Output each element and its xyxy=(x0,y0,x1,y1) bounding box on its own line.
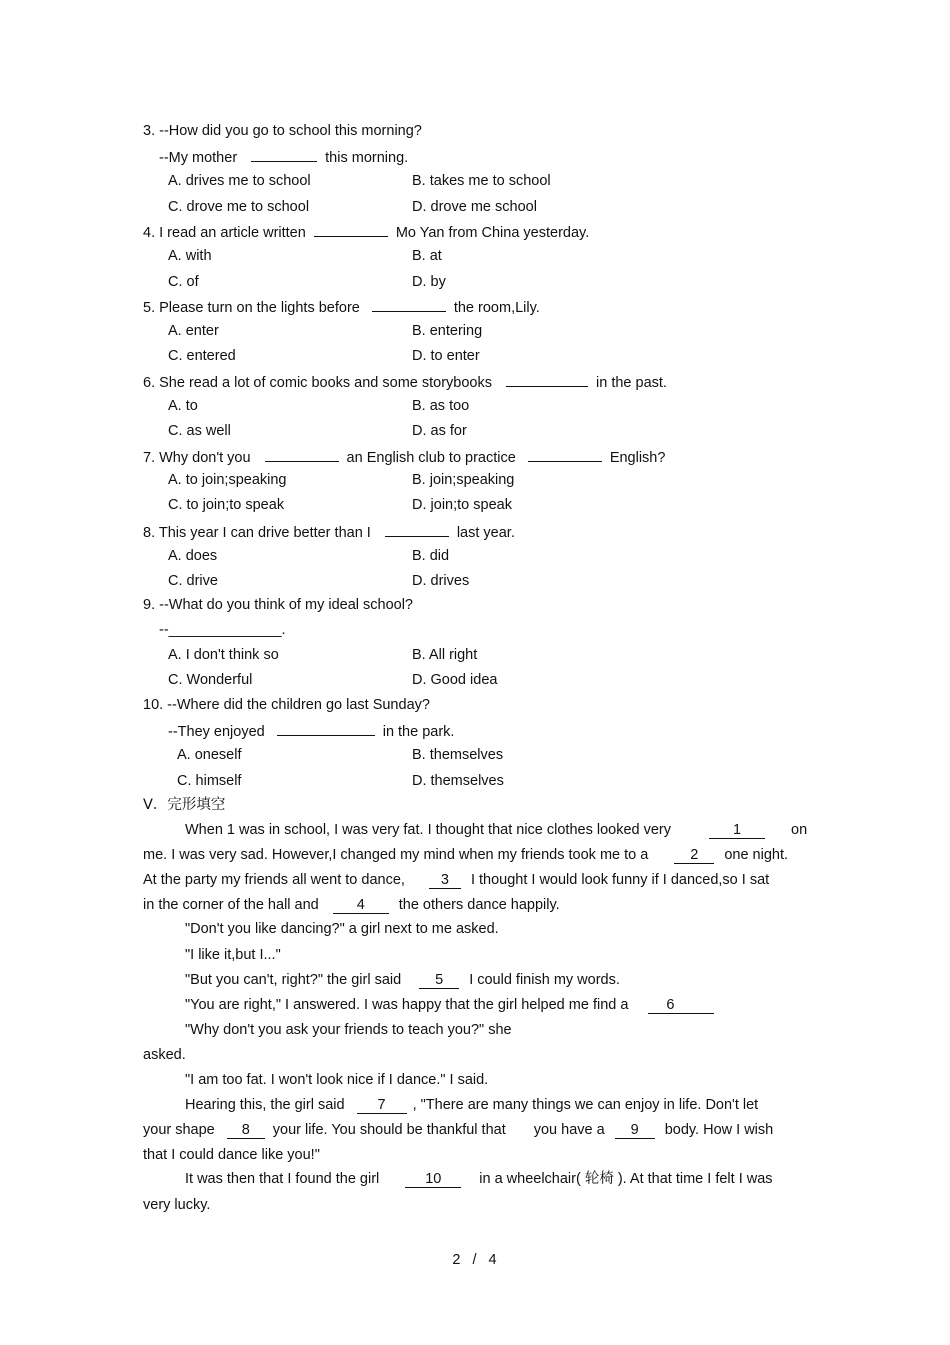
question-6-stem xyxy=(143,372,667,392)
blank-number: 8 xyxy=(227,1122,265,1139)
option-d: D. drove me school xyxy=(412,199,537,215)
option-c: C. as well xyxy=(168,423,231,439)
blank-number: 5 xyxy=(419,972,459,989)
passage-text: "But you can't, right?" the girl said xyxy=(185,972,402,988)
answer-blank xyxy=(277,721,375,736)
reply-text: --They enjoyed xyxy=(168,724,265,740)
option-a: A. drives me to school xyxy=(168,173,311,189)
passage-text: 轮椅 xyxy=(584,1171,614,1187)
reply-text: in the park. xyxy=(382,724,455,740)
option-a: A. enter xyxy=(168,323,219,339)
option-a: A. I don't think so xyxy=(168,647,279,663)
option-c: C. Wonderful xyxy=(168,672,253,688)
option-a: A. to join;speaking xyxy=(168,472,287,488)
section-heading: V．完形填空 xyxy=(143,797,226,813)
question-5-stem xyxy=(143,297,540,317)
option-d: D. Good idea xyxy=(412,672,498,688)
dialog-line: "I am too fat. I won't look nice if I dance." I said. xyxy=(185,1072,489,1088)
answer-blank xyxy=(528,447,602,462)
passage-text: on xyxy=(791,822,808,838)
cloze-line xyxy=(185,1170,773,1188)
cloze-line xyxy=(143,1121,773,1139)
passage-text: "You are right," I answered. I was happy that the girl helped me find a xyxy=(185,997,629,1013)
passage-text: It was then that I found the girl xyxy=(185,1171,380,1187)
passage-text: Hearing this, the girl said xyxy=(185,1097,345,1113)
blank-number-text: 6 xyxy=(666,997,675,1013)
option-c: C. himself xyxy=(177,773,242,789)
option-b: B. as too xyxy=(412,398,470,414)
answer-blank xyxy=(506,372,588,387)
question-4-stem xyxy=(143,222,589,242)
option-b: B. takes me to school xyxy=(412,173,551,189)
cloze-line xyxy=(143,846,788,864)
stem-text: 7. Why don't you xyxy=(143,450,251,466)
stem-text: Mo Yan from China yesterday. xyxy=(395,225,590,241)
reply-text: this morning. xyxy=(325,150,409,166)
blank-number xyxy=(648,997,714,1014)
dialog-line xyxy=(185,971,620,989)
option-c: C. drove me to school xyxy=(168,199,310,215)
stem-text: in the past. xyxy=(596,375,667,391)
passage-text: At the party my friends all went to dance, xyxy=(143,872,405,888)
current-page: 2 xyxy=(452,1252,462,1268)
dialog-line: "I like it,but I..." xyxy=(185,947,281,963)
passage-text: When 1 was in school, I was very fat. I thought that nice clothes looked very xyxy=(185,822,671,838)
option-c: C. of xyxy=(168,274,199,290)
dialog-line: "Don't you like dancing?" a girl next to me asked. xyxy=(185,921,499,937)
page-separator: / xyxy=(472,1252,478,1268)
passage-text: body. How I wish xyxy=(664,1122,774,1138)
reply-text: --My mother xyxy=(159,150,238,166)
blank-number: 3 xyxy=(429,872,461,889)
option-d: D. by xyxy=(412,274,446,290)
answer-blank xyxy=(385,522,449,537)
blank-number: 4 xyxy=(333,897,389,914)
question-3-reply xyxy=(159,147,408,167)
option-b: B. join;speaking xyxy=(412,472,515,488)
dialog-line: asked. xyxy=(143,1047,186,1063)
passage-text: I could finish my words. xyxy=(469,972,620,988)
total-pages: 4 xyxy=(488,1252,498,1268)
option-d: D. drives xyxy=(412,573,470,589)
option-b: B. entering xyxy=(412,323,483,339)
stem-text: an English club to practice xyxy=(346,450,516,466)
passage-text: your shape xyxy=(143,1122,215,1138)
option-a: A. with xyxy=(168,248,212,264)
cloze-line: very lucky. xyxy=(143,1197,211,1213)
answer-blank xyxy=(314,222,388,237)
option-b: B. All right xyxy=(412,647,478,663)
answer-blank xyxy=(251,147,317,162)
option-a: A. does xyxy=(168,548,218,564)
cloze-line xyxy=(143,871,769,889)
cloze-line: that I could dance like you!" xyxy=(143,1147,320,1163)
option-d: D. themselves xyxy=(412,773,504,789)
blank-number: 10 xyxy=(405,1171,461,1188)
question-7-stem xyxy=(143,447,665,467)
passage-text: ). At that time I felt I was xyxy=(617,1171,773,1187)
option-d: D. as for xyxy=(412,423,467,439)
passage-text: me. I was very sad. However,I changed my mind when my friends took me to a xyxy=(143,847,649,863)
stem-text: 6. She read a lot of comic books and some storybooks xyxy=(143,375,492,391)
question-9-reply: --______________. xyxy=(159,622,286,638)
option-b: B. did xyxy=(412,548,450,564)
passage-text: you have a xyxy=(533,1122,605,1138)
stem-text: 8. This year I can drive better than I xyxy=(143,525,371,541)
option-d: D. to enter xyxy=(412,348,480,364)
option-b: B. at xyxy=(412,248,442,264)
passage-text: one night. xyxy=(724,847,789,863)
blank-number: 1 xyxy=(709,822,765,839)
stem-text: the room,Lily. xyxy=(453,300,540,316)
question-10-stem: 10. --Where did the children go last Sunday? xyxy=(143,697,430,713)
cloze-line xyxy=(185,821,771,839)
passage-text: in a wheelchair( xyxy=(479,1171,581,1187)
dialog-line: "Why don't you ask your friends to teach you?" she xyxy=(185,1022,512,1038)
stem-text: English? xyxy=(609,450,666,466)
answer-blank xyxy=(265,447,339,462)
question-10-reply xyxy=(168,721,454,741)
stem-text: 4. I read an article written xyxy=(143,225,306,241)
option-d: D. join;to speak xyxy=(412,497,512,513)
answer-blank xyxy=(372,297,446,312)
passage-text: I thought I would look funny if I danced,so I sat xyxy=(470,872,770,888)
option-c: C. drive xyxy=(168,573,218,589)
blank-number: 7 xyxy=(357,1097,407,1114)
stem-text: 5. Please turn on the lights before xyxy=(143,300,360,316)
question-3-stem: 3. --How did you go to school this morning? xyxy=(143,123,422,139)
passage-text: your life. You should be thankful that xyxy=(272,1122,506,1138)
passage-text: the others dance happily. xyxy=(398,897,560,913)
passage-text: in the corner of the hall and xyxy=(143,897,319,913)
page-number xyxy=(0,1252,950,1268)
option-c: C. entered xyxy=(168,348,236,364)
dialog-line xyxy=(185,996,720,1014)
cloze-line xyxy=(185,1096,758,1114)
blank-number: 2 xyxy=(674,847,714,864)
blank-number: 9 xyxy=(615,1122,655,1139)
option-a: A. to xyxy=(168,398,198,414)
passage-text: , "There are many things we can enjoy in life. Don't let xyxy=(412,1097,759,1113)
stem-text: last year. xyxy=(456,525,515,541)
cloze-line xyxy=(143,896,560,914)
option-a: A. oneself xyxy=(177,747,242,763)
option-c: C. to join;to speak xyxy=(168,497,285,513)
question-8-stem xyxy=(143,522,515,542)
option-b: B. themselves xyxy=(412,747,504,763)
question-9-stem: 9. --What do you think of my ideal school? xyxy=(143,597,413,613)
